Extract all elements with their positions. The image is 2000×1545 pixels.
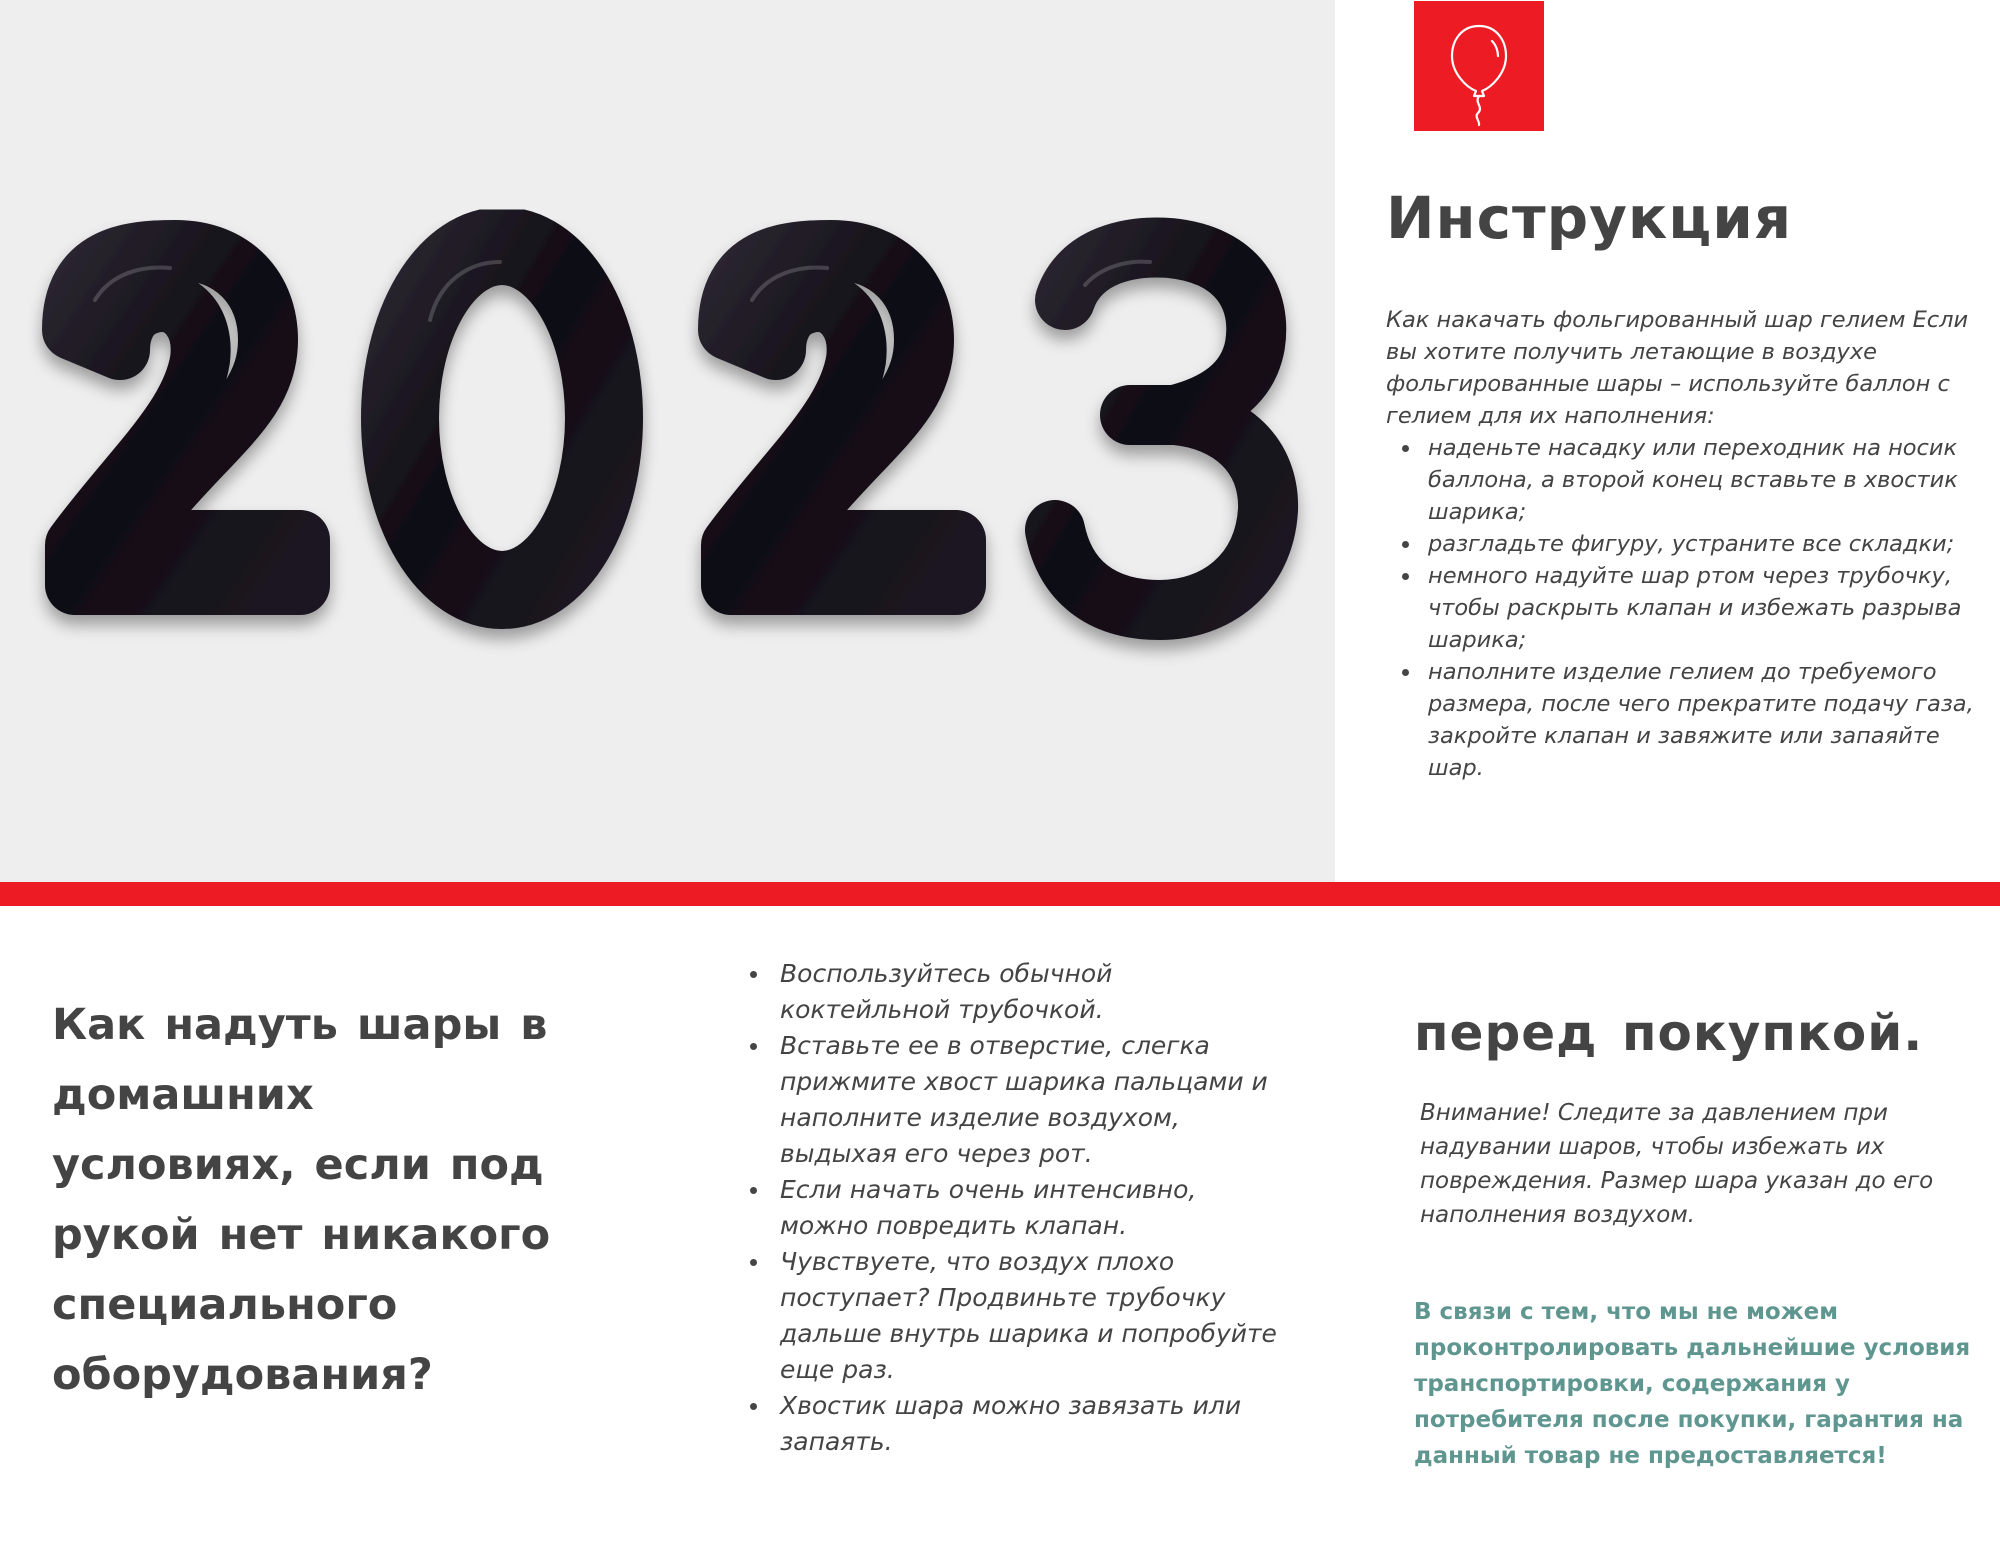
list-item: Хвостик шара можно завязать или запаять. (746, 1388, 1286, 1460)
red-divider (0, 882, 2000, 906)
balloon-digits-image (0, 0, 1335, 882)
balloon-digit-2-second (728, 250, 956, 585)
balloon-digit-0 (400, 246, 604, 590)
tips-list (746, 956, 1286, 1460)
instruction-text (1386, 304, 1986, 784)
product-photo (0, 0, 1335, 882)
list-item: Вставьте ее в отверстие, слегка прижмите хвост шарика пальцами и наполните изделие воздухом, выдыхая его через рот. (746, 1028, 1286, 1172)
list-item: наполните изделие гелием до требуемого размера, после чего прекратите подачу газа, закройте клапан и завяжите или запаяйте шар. (1386, 656, 1986, 784)
brand-logo (1414, 1, 1544, 131)
balloon-icon (1414, 1, 1544, 131)
list-item: разгладьте фигуру, устраните все складки; (1386, 528, 1986, 560)
balloon-digit-2-first (72, 250, 300, 585)
instruction-title: Инструкция (1386, 184, 1793, 252)
list-item: Воспользуйтесь обычной коктейльной трубочкой. (746, 956, 1286, 1028)
list-item: наденьте насадку или переходник на носик баллона, а второй конец вставьте в хвостик шарика; (1386, 432, 1986, 528)
pressure-warning: Внимание! Следите за давлением при надувании шаров, чтобы избежать их повреждения. Размер шара указан до его наполнения воздухом. (1420, 1100, 1934, 1228)
guarantee-note: В связи с тем, что мы не можем проконтролировать дальнейшие условия транспортировки, содержания у потребителя после покупки, гарантия на данный товар не предоставляется! (1414, 1299, 1971, 1469)
instruction-steps (1386, 432, 1986, 784)
before-purchase-heading: перед покупкой. (1414, 1004, 1924, 1062)
list-item: Если начать очень интенсивно, можно повредить клапан. (746, 1172, 1286, 1244)
list-item: немного надуйте шар ртом через трубочку, чтобы раскрыть клапан и избежать разрыва шарика; (1386, 560, 1986, 656)
home-inflation-question: Как надуть шары в домашних условиях, если под рукой нет никакого специального оборудования? (52, 1000, 551, 1400)
balloon-digit-3 (1055, 248, 1268, 610)
instruction-intro: Как накачать фольгированный шар гелием Если вы хотите получить летающие в воздухе фольгированные шары – используйте баллон с гелием для их наполнения: (1386, 307, 1969, 429)
list-item: Чувствуете, что воздух плохо поступает? Продвиньте трубочку дальше внутрь шарика и попробуйте еще раз. (746, 1244, 1286, 1388)
home-inflation-tips (746, 956, 1286, 1460)
